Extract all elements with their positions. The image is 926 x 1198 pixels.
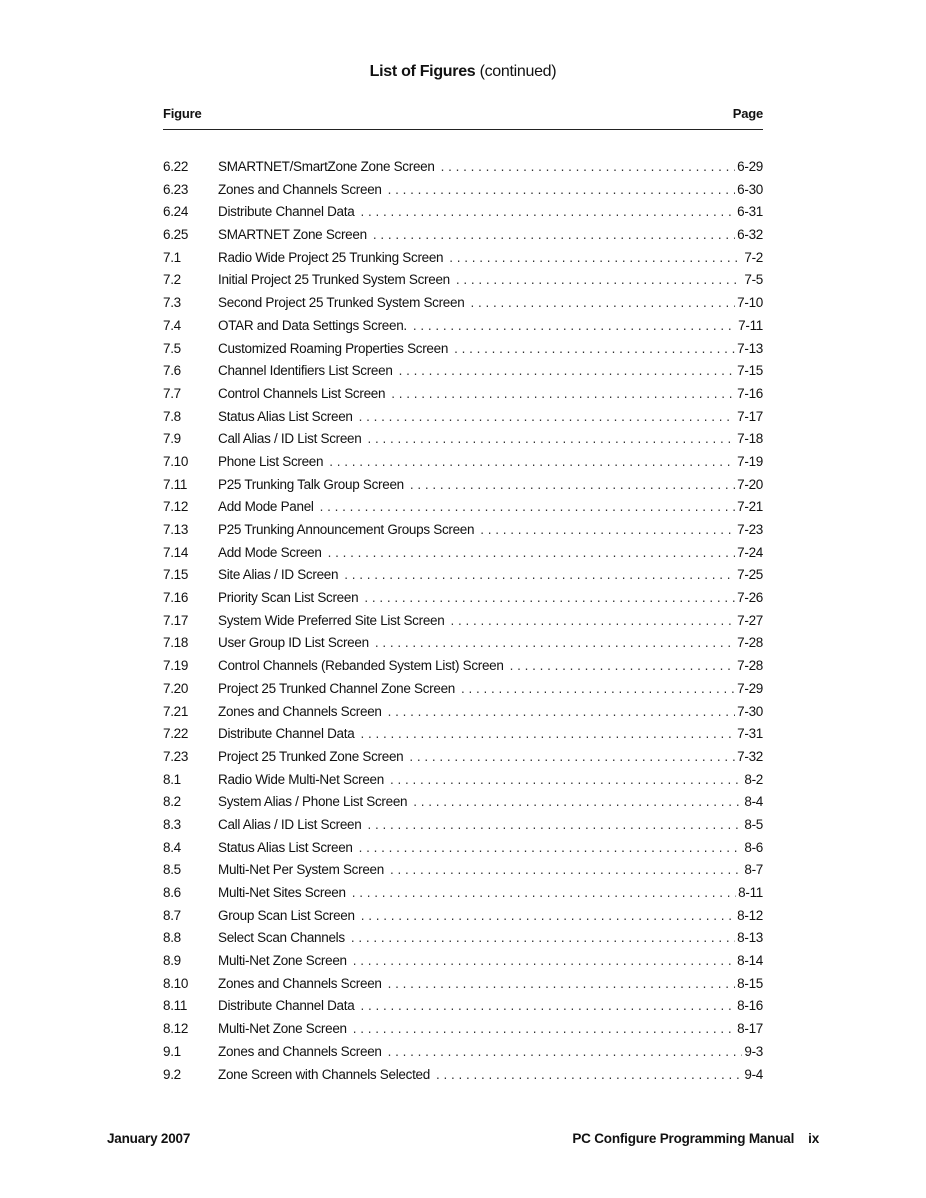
figure-number: 8.5: [163, 862, 181, 878]
figure-title: Site Alias / ID Screen: [218, 567, 339, 583]
list-item: [163, 613, 763, 636]
page-reference: 8-4: [744, 794, 763, 810]
list-item: [163, 1021, 763, 1044]
figure-title: Zone Screen with Channels Selected: [218, 1066, 430, 1082]
dot-leader: [373, 227, 735, 242]
figure-number: 6.22: [163, 159, 189, 174]
figure-title: Add Mode Panel: [218, 499, 314, 515]
page-reference: 8-16: [737, 998, 763, 1014]
figure-title: SMARTNET Zone Screen: [218, 227, 367, 243]
footer-page-number: ix: [808, 1131, 819, 1146]
list-item: [163, 477, 763, 500]
figure-title: Multi-Net Zone Screen: [218, 953, 347, 969]
figure-title: Customized Roaming Properties Screen: [218, 340, 449, 356]
list-item: [163, 522, 763, 545]
list-item: [163, 976, 763, 999]
figure-title: Distribute Channel Data: [218, 998, 355, 1014]
dot-leader: [360, 204, 735, 219]
page-reference: 7-30: [737, 703, 763, 719]
figure-number: 6.23: [163, 181, 189, 197]
figure-number: 7.8: [163, 408, 181, 424]
page-reference: 7-32: [737, 748, 763, 764]
list-item: [163, 658, 763, 681]
dot-leader: [391, 386, 735, 401]
figure-number: 7.6: [163, 363, 181, 379]
figure-title: P25 Trunking Talk Group Screen: [218, 476, 404, 492]
figure-title: P25 Trunking Announcement Groups Screen: [218, 522, 475, 537]
dot-leader: [359, 840, 743, 855]
dot-leader: [329, 454, 735, 469]
list-item: [163, 204, 763, 227]
figure-title: Control Channels (Rebanded System List) Screen: [218, 658, 504, 674]
dot-leader: [413, 318, 736, 333]
page-reference: 6-31: [737, 204, 763, 220]
figure-title: Phone List Screen: [218, 453, 324, 469]
figure-title: Zones and Channels Screen: [218, 181, 382, 197]
figure-title: Radio Wide Project 25 Trunking Screen: [218, 249, 444, 265]
list-item: [163, 590, 763, 613]
footer-manual: [572, 1131, 819, 1146]
page-reference: 9-4: [744, 1066, 763, 1082]
page-reference: 7-2: [744, 249, 763, 265]
list-item: [163, 635, 763, 658]
figure-title: Project 25 Trunked Channel Zone Screen: [218, 680, 455, 696]
page-reference: 7-23: [737, 522, 763, 537]
list-item: [163, 704, 763, 727]
list-item: [163, 567, 763, 590]
figure-number: 8.7: [163, 907, 181, 923]
page-reference: 7-28: [737, 635, 763, 651]
figure-title: Zones and Channels Screen: [218, 975, 382, 991]
page-reference: 7-18: [737, 431, 763, 447]
figure-number: 8.6: [163, 885, 181, 900]
page-reference: 7-13: [737, 340, 763, 356]
figure-number: 8.4: [163, 839, 181, 855]
dot-leader: [360, 998, 735, 1013]
dot-leader: [375, 635, 735, 650]
page-reference: 8-17: [737, 1021, 763, 1037]
list-item: [163, 318, 763, 341]
figure-number: 7.13: [163, 522, 189, 537]
list-item: [163, 953, 763, 976]
page-reference: 7-25: [737, 567, 763, 583]
list-item: [163, 431, 763, 454]
figure-title: Multi-Net Zone Screen: [218, 1021, 347, 1037]
page-reference: 8-14: [737, 953, 763, 969]
list-item: [163, 454, 763, 477]
dot-leader: [470, 295, 735, 310]
figure-number: 7.18: [163, 635, 189, 651]
header-rule: [163, 129, 763, 130]
page-title: [0, 63, 926, 81]
dot-leader: [367, 431, 735, 446]
figure-number: 7.9: [163, 431, 181, 447]
column-header-figure: Figure: [163, 106, 202, 121]
figure-number: 6.24: [163, 204, 189, 220]
dot-leader: [441, 159, 736, 174]
dot-leader: [388, 182, 736, 197]
page-reference: 7-17: [737, 408, 763, 424]
list-item: [163, 726, 763, 749]
figure-list: [163, 159, 763, 1089]
figure-title: SMARTNET/SmartZone Zone Screen: [218, 159, 435, 174]
list-item: [163, 749, 763, 772]
figure-title: Status Alias List Screen: [218, 408, 353, 424]
dot-leader: [399, 363, 736, 378]
dot-leader: [367, 817, 742, 832]
figure-number: 8.10: [163, 975, 189, 991]
page-reference: 7-16: [737, 385, 763, 401]
figure-number: 7.3: [163, 295, 181, 311]
list-item: [163, 409, 763, 432]
dot-leader: [390, 862, 742, 877]
dot-leader: [480, 522, 735, 537]
footer-date: January 2007: [107, 1131, 191, 1146]
figure-title: Status Alias List Screen: [218, 839, 353, 855]
figure-number: 7.10: [163, 453, 189, 469]
figure-number: 8.3: [163, 816, 181, 832]
figure-number: 7.22: [163, 726, 189, 742]
dot-leader: [450, 613, 735, 628]
figure-number: 8.1: [163, 771, 181, 787]
figure-title: Distribute Channel Data: [218, 726, 355, 742]
figure-number: 7.4: [163, 317, 181, 333]
figure-number: 7.5: [163, 340, 181, 356]
list-item: [163, 908, 763, 931]
page-reference: 7-10: [737, 295, 763, 311]
figure-number: 7.19: [163, 658, 189, 674]
list-item: [163, 930, 763, 953]
figure-title: OTAR and Data Settings Screen.: [218, 317, 407, 333]
figure-number: 7.11: [163, 476, 188, 492]
page-reference: 8-11: [738, 885, 763, 900]
list-item: [163, 840, 763, 863]
figure-title: Group Scan List Screen: [218, 907, 355, 923]
dot-leader: [454, 341, 735, 356]
dot-leader: [359, 409, 736, 424]
page-reference: 7-11: [738, 317, 763, 333]
dot-leader: [510, 658, 736, 673]
figure-title: Select Scan Channels: [218, 930, 345, 946]
dot-leader: [360, 726, 735, 741]
figure-title: User Group ID List Screen: [218, 635, 369, 651]
dot-leader: [388, 976, 736, 991]
title-main: List of Figures: [369, 63, 476, 80]
figure-title: Add Mode Screen: [218, 544, 322, 560]
figure-number: 9.2: [163, 1066, 181, 1082]
figure-number: 9.1: [163, 1043, 181, 1059]
dot-leader: [388, 1044, 743, 1059]
figure-title: Control Channels List Screen: [218, 385, 386, 401]
page-reference: 8-6: [744, 839, 763, 855]
figure-number: 7.7: [163, 385, 181, 401]
list-item: [163, 1044, 763, 1067]
list-item: [163, 295, 763, 318]
list-item: [163, 1067, 763, 1090]
figure-number: 7.14: [163, 544, 189, 560]
page-reference: 7-20: [737, 476, 763, 492]
list-item: [163, 499, 763, 522]
figure-title: Radio Wide Multi-Net Screen: [218, 771, 384, 787]
figure-number: 7.15: [163, 567, 189, 583]
dot-leader: [409, 749, 735, 764]
figure-number: 7.1: [163, 249, 181, 265]
figure-number: 7.16: [163, 590, 189, 606]
list-item: [163, 862, 763, 885]
title-suffix: (continued): [479, 63, 557, 80]
page-reference: 8-7: [744, 862, 763, 878]
page-reference: 7-29: [737, 680, 763, 696]
dot-leader: [449, 250, 742, 265]
figure-title: Initial Project 25 Trunked System Screen: [218, 272, 450, 288]
figure-title: Multi-Net Per System Screen: [218, 862, 384, 878]
page-reference: 7-19: [737, 453, 763, 469]
list-item: [163, 341, 763, 364]
list-item: [163, 250, 763, 273]
list-item: [163, 363, 763, 386]
dot-leader: [461, 681, 735, 696]
figure-title: System Wide Preferred Site List Screen: [218, 612, 445, 628]
page-reference: 8-2: [744, 771, 763, 787]
figure-title: Second Project 25 Trunked System Screen: [218, 295, 465, 311]
dot-leader: [353, 1021, 735, 1036]
page-reference: 7-21: [737, 499, 763, 515]
figure-number: 7.21: [163, 703, 189, 719]
list-item: [163, 885, 763, 908]
list-item: [163, 386, 763, 409]
figure-number: 8.2: [163, 794, 181, 810]
figure-number: 8.8: [163, 930, 181, 946]
list-item: [163, 681, 763, 704]
dot-leader: [320, 499, 736, 514]
figure-number: 7.2: [163, 272, 181, 288]
dot-leader: [353, 953, 735, 968]
figure-number: 7.12: [163, 499, 189, 515]
dot-leader: [352, 885, 736, 900]
figure-title: Zones and Channels Screen: [218, 1043, 382, 1059]
figure-title: Multi-Net Sites Screen: [218, 885, 346, 900]
dot-leader: [361, 908, 735, 923]
page-reference: 6-32: [737, 227, 763, 243]
dot-leader: [436, 1067, 742, 1082]
dot-leader: [388, 704, 736, 719]
figure-number: 8.11: [163, 998, 188, 1014]
column-header-page: Page: [732, 106, 763, 121]
page-reference: 6-30: [737, 181, 763, 197]
figure-title: Priority Scan List Screen: [218, 590, 359, 606]
list-item: [163, 794, 763, 817]
dot-leader: [351, 930, 735, 945]
dot-leader: [456, 272, 743, 287]
page-reference: 7-28: [737, 658, 763, 674]
dot-leader: [344, 567, 735, 582]
figure-number: 7.23: [163, 748, 189, 764]
page-reference: 7-5: [744, 272, 763, 288]
figure-title: Distribute Channel Data: [218, 204, 355, 220]
figure-title: Project 25 Trunked Zone Screen: [218, 748, 404, 764]
figure-number: 8.12: [163, 1021, 189, 1037]
figure-title: System Alias / Phone List Screen: [218, 794, 408, 810]
page-reference: 7-26: [737, 590, 763, 606]
dot-leader: [328, 545, 736, 560]
page-reference: 7-31: [737, 726, 763, 742]
figure-title: Call Alias / ID List Screen: [218, 816, 362, 832]
dot-leader: [413, 794, 742, 809]
list-item: [163, 182, 763, 205]
page-reference: 8-15: [737, 975, 763, 991]
list-item: [163, 227, 763, 250]
figure-number: 8.9: [163, 953, 181, 969]
page-reference: 6-29: [737, 159, 763, 174]
footer-manual-title: PC Configure Programming Manual: [572, 1131, 795, 1146]
list-item: [163, 545, 763, 568]
figure-number: 7.17: [163, 612, 189, 628]
page-reference: 7-15: [737, 363, 763, 379]
list-item: [163, 817, 763, 840]
dot-leader: [364, 590, 735, 605]
page-reference: 9-3: [744, 1043, 763, 1059]
page-reference: 8-13: [737, 930, 763, 946]
page-reference: 8-5: [744, 816, 763, 832]
figure-title: Call Alias / ID List Screen: [218, 431, 362, 447]
page-reference: 7-27: [737, 612, 763, 628]
dot-leader: [410, 477, 735, 492]
figure-title: Zones and Channels Screen: [218, 703, 382, 719]
figure-number: 7.20: [163, 680, 189, 696]
list-item: [163, 272, 763, 295]
page-reference: 7-24: [737, 544, 763, 560]
list-item: [163, 772, 763, 795]
list-item: [163, 998, 763, 1021]
page-reference: 8-12: [737, 907, 763, 923]
figure-title: Channel Identifiers List Screen: [218, 363, 393, 379]
dot-leader: [390, 772, 742, 787]
figure-number: 6.25: [163, 227, 189, 243]
list-item: [163, 159, 763, 182]
